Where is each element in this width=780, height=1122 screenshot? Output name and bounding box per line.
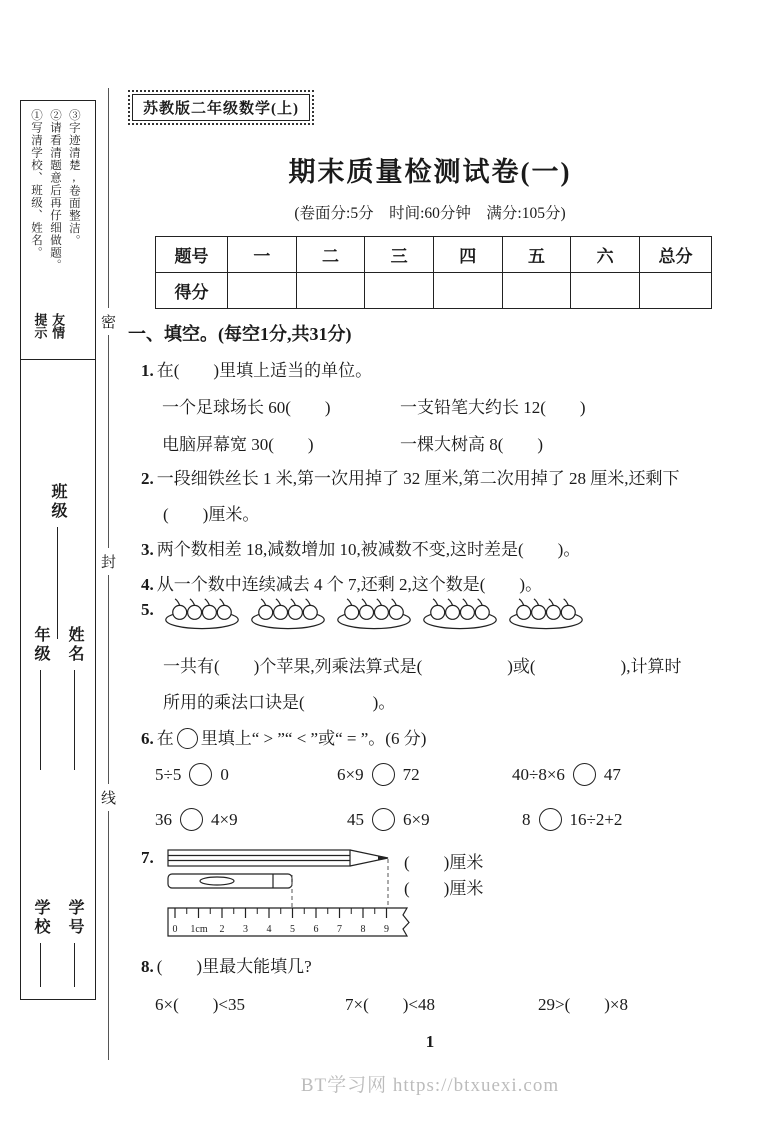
q7-answer-blank-1: ( )厘米	[404, 853, 484, 872]
question-text: 从一个数中连续减去 4 个 7,还剩 2,这个数是( )。	[156, 575, 543, 594]
q6-compare-item	[512, 763, 621, 786]
question-number: 5.	[141, 600, 154, 619]
page-number: 1	[425, 1032, 435, 1051]
question-7	[141, 846, 711, 942]
student-id-blank-line	[74, 943, 75, 987]
expr-right: 0	[220, 765, 229, 784]
student-info-panel	[20, 100, 96, 1000]
score-row-label: 得分	[156, 273, 228, 309]
ruler-number: 5	[290, 924, 295, 935]
q6-compare-item	[522, 808, 622, 831]
exam-meta: (卷面分:5分 时间:60分钟 满分:105分)	[294, 205, 566, 222]
expr-left: 36	[155, 810, 172, 829]
seal-char-xian: 线	[100, 784, 117, 811]
q6-compare-item	[337, 763, 420, 786]
ruler-number: 7	[337, 924, 342, 935]
question-8	[141, 952, 312, 977]
apple-plate-illustration	[507, 590, 585, 631]
grade-field	[29, 626, 52, 770]
ruler-number: 6	[313, 924, 319, 935]
comparison-circle	[189, 763, 212, 786]
tips-title: 友情提示	[32, 313, 66, 339]
q5-line1: 一共有( )个苹果,列乘法算式是( )或( ),计算时	[163, 657, 682, 676]
tips-block	[26, 109, 83, 309]
q6-compare-item	[155, 808, 238, 831]
seal-char-feng: 封	[100, 548, 117, 575]
comparison-circle	[372, 808, 395, 831]
question-5-number	[141, 600, 157, 620]
ruler-number: 8	[360, 924, 366, 935]
name-field	[63, 626, 86, 770]
score-table-header-row	[156, 237, 712, 273]
q8-item-a: 6×( )<35	[155, 995, 245, 1014]
tip-item-1: ①写清学校、班级、姓名。	[29, 109, 42, 259]
score-cell-empty	[296, 273, 365, 309]
section-one-heading: 一、填空。(每空1分,共31分)	[128, 324, 352, 344]
apple-plate-illustration	[163, 590, 241, 631]
student-id-label: 学号	[66, 899, 83, 937]
question-6	[141, 724, 426, 749]
expr-left: 40÷8×6	[512, 765, 565, 784]
expr-left: 6×9	[337, 765, 364, 784]
q6-compare-item	[347, 808, 430, 831]
score-header-cell: 四	[433, 237, 502, 273]
ruler-number: 1cm	[190, 924, 208, 935]
edition-badge-text: 苏教版二年级数学(上)	[132, 94, 310, 121]
ruler-number: 2	[219, 924, 225, 935]
question-text: 两个数相差 18,减数增加 10,被减数不变,这时差是( )。	[156, 540, 581, 559]
page-title: 期末质量检测试卷(一)	[288, 157, 572, 187]
score-table-score-row	[156, 273, 712, 309]
expr-right: 16÷2+2	[569, 810, 623, 829]
question-number: 2.	[141, 469, 154, 488]
question-number: 3.	[141, 540, 154, 559]
expr-left: 5÷5	[155, 765, 182, 784]
comparison-circle	[573, 763, 596, 786]
score-header-cell: 题号	[156, 237, 228, 273]
score-header-cell: 五	[502, 237, 571, 273]
question-text: 在( )里填上适当的单位。	[156, 361, 373, 380]
comparison-circle	[180, 808, 203, 831]
apple-plate-illustration	[421, 590, 499, 631]
seal-char-mi: 密	[100, 308, 117, 335]
question-text: 一段细铁丝长 1 米,第一次用掉了 32 厘米,第二次用掉了 28 厘米,还剩下	[156, 469, 680, 488]
q6-compare-item	[155, 763, 229, 786]
q7-answer-blank-2: ( )厘米	[404, 879, 484, 898]
crayon-illustration	[168, 874, 292, 888]
score-cell-empty	[571, 273, 640, 309]
question-2	[141, 464, 680, 489]
question-number: 8.	[141, 957, 154, 976]
edition-badge	[128, 90, 314, 125]
q5-line2: 所用的乘法口诀是( )。	[163, 693, 396, 712]
school-blank-line	[40, 943, 41, 987]
question-number: 7.	[141, 848, 154, 867]
q1-item-b: 一支铅笔大约长 12( )	[400, 398, 586, 417]
expr-right: 47	[603, 765, 621, 784]
apple-plate-illustration	[335, 590, 413, 631]
comparison-circle	[539, 808, 562, 831]
tip-item-3: ③字迹清楚,卷面整洁。	[67, 109, 80, 247]
score-header-cell: 六	[571, 237, 640, 273]
measurement-illustration	[165, 846, 415, 938]
question-number: 1.	[141, 361, 154, 380]
score-table	[155, 236, 712, 309]
q2-line2: ( )厘米。	[163, 505, 260, 524]
grade-blank-line	[40, 670, 41, 770]
sidebar-divider	[21, 359, 95, 360]
ruler-number: 3	[243, 924, 248, 935]
score-cell-empty	[433, 273, 502, 309]
name-label: 姓名	[66, 626, 83, 664]
school-field	[29, 899, 52, 987]
q8-item-b: 7×( )<48	[345, 995, 435, 1014]
expr-right: 4×9	[211, 810, 238, 829]
question-text: 在	[156, 729, 174, 748]
question-number: 6.	[141, 729, 154, 748]
name-blank-line	[74, 670, 75, 770]
comparison-circle	[372, 763, 395, 786]
question-text: 里填上“ > ”“ < ”或“ = ”。(6 分)	[200, 729, 427, 748]
comparison-circle	[177, 728, 198, 749]
question-3	[141, 535, 580, 560]
q1-item-d: 一棵大树高 8( )	[400, 435, 544, 454]
q1-item-a: 一个足球场长 60( )	[162, 398, 331, 417]
score-cell-empty	[365, 273, 434, 309]
score-header-cell: 二	[296, 237, 365, 273]
class-field	[46, 483, 69, 639]
q8-item-c: 29>( )×8	[538, 995, 628, 1014]
pencil-illustration	[168, 850, 388, 866]
question-1	[141, 356, 372, 381]
ruler-number: 4	[266, 924, 272, 935]
class-blank-line	[57, 527, 58, 639]
score-cell-empty	[640, 273, 712, 309]
score-cell-empty	[502, 273, 571, 309]
expr-right: 6×9	[403, 810, 430, 829]
school-label: 学校	[32, 899, 49, 937]
ruler-number: 0	[172, 924, 178, 935]
class-label: 班级	[49, 483, 66, 521]
apple-plates-row	[163, 590, 585, 631]
question-text: ( )里最大能填几?	[156, 957, 312, 976]
ruler-number: 9	[384, 924, 389, 935]
student-id-field	[63, 899, 86, 987]
score-header-cell: 三	[365, 237, 434, 273]
watermark: BT学习网 https://btxuexi.com	[300, 1075, 560, 1096]
tip-item-2: ②请看清题意后再仔细做题。	[48, 109, 61, 272]
question-number: 4.	[141, 575, 154, 594]
expr-left: 45	[347, 810, 364, 829]
apple-plate-illustration	[249, 590, 327, 631]
grade-label: 年级	[32, 626, 49, 664]
q1-item-c: 电脑屏幕宽 30( )	[162, 435, 314, 454]
score-header-cell: 总分	[640, 237, 712, 273]
expr-right: 72	[402, 765, 420, 784]
score-header-cell: 一	[228, 237, 297, 273]
score-cell-empty	[228, 273, 297, 309]
expr-left: 8	[522, 810, 531, 829]
